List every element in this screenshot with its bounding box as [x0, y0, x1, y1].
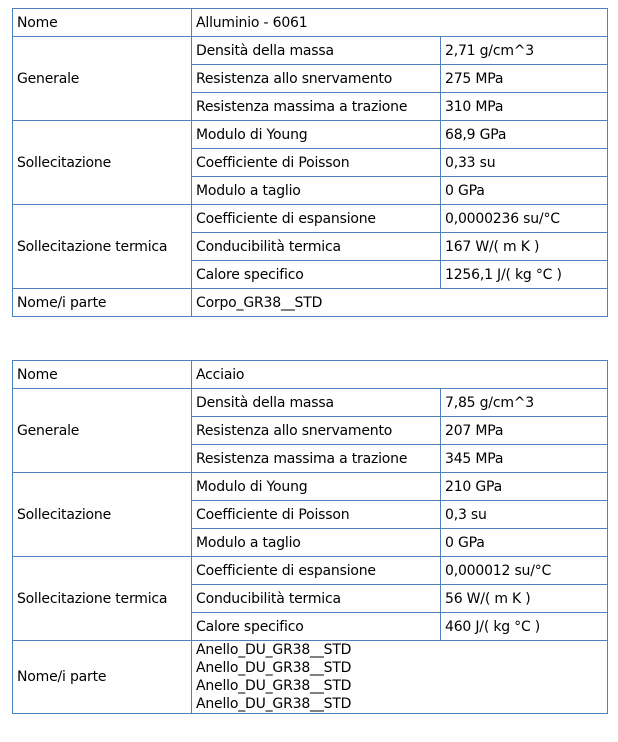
property-name: Resistenza massima a trazione	[192, 445, 441, 473]
table-row	[13, 121, 608, 149]
name-label: Nome	[13, 361, 192, 389]
property-name: Calore specifico	[192, 613, 441, 641]
part-name: Anello_DU_GR38__STD	[196, 696, 352, 712]
property-value: 345 MPa	[441, 445, 608, 473]
group-label: Sollecitazione termica	[13, 205, 192, 289]
property-name: Coefficiente di Poisson	[192, 501, 441, 529]
property-name: Calore specifico	[192, 261, 441, 289]
name-row	[13, 9, 608, 37]
property-name: Coefficiente di espansione	[192, 557, 441, 585]
material-name: Acciaio	[192, 361, 608, 389]
property-name: Resistenza allo snervamento	[192, 417, 441, 445]
property-name: Modulo di Young	[192, 121, 441, 149]
material-table-2	[12, 360, 608, 714]
material-name: Alluminio - 6061	[192, 9, 608, 37]
property-name: Coefficiente di espansione	[192, 205, 441, 233]
property-name: Modulo a taglio	[192, 177, 441, 205]
property-name: Modulo di Young	[192, 473, 441, 501]
table-row	[13, 205, 608, 233]
property-name: Coefficiente di Poisson	[192, 149, 441, 177]
property-value: 0 GPa	[441, 529, 608, 557]
property-value: 167 W/( m K )	[441, 233, 608, 261]
parts-label: Nome/i parte	[13, 289, 192, 317]
group-label: Sollecitazione termica	[13, 557, 192, 641]
table-row	[13, 557, 608, 585]
property-value: 0 GPa	[441, 177, 608, 205]
property-value: 2,71 g/cm^3	[441, 37, 608, 65]
group-label: Sollecitazione	[13, 473, 192, 557]
material-table-1	[12, 8, 608, 317]
property-name: Conducibilità termica	[192, 233, 441, 261]
part-name: Corpo_GR38__STD	[196, 294, 323, 311]
table-row	[13, 389, 608, 417]
parts-list	[192, 289, 608, 317]
name-label: Nome	[13, 9, 192, 37]
property-value: 275 MPa	[441, 65, 608, 93]
name-row	[13, 361, 608, 389]
property-value: 207 MPa	[441, 417, 608, 445]
property-value: 1256,1 J/( kg °C )	[441, 261, 608, 289]
group-label: Generale	[13, 389, 192, 473]
part-name: Anello_DU_GR38__STD	[196, 678, 352, 694]
property-name: Resistenza massima a trazione	[192, 93, 441, 121]
property-name: Conducibilità termica	[192, 585, 441, 613]
property-value: 68,9 GPa	[441, 121, 608, 149]
parts-list	[192, 641, 608, 714]
group-label: Generale	[13, 37, 192, 121]
parts-row	[13, 641, 608, 714]
group-label: Sollecitazione	[13, 121, 192, 205]
property-name: Resistenza allo snervamento	[192, 65, 441, 93]
part-name: Anello_DU_GR38__STD	[196, 660, 352, 676]
property-value: 7,85 g/cm^3	[441, 389, 608, 417]
table-row	[13, 473, 608, 501]
property-name: Densità della massa	[192, 37, 441, 65]
table-row	[13, 37, 608, 65]
property-value: 460 J/( kg °C )	[441, 613, 608, 641]
property-value: 310 MPa	[441, 93, 608, 121]
property-value: 0,3 su	[441, 501, 608, 529]
property-value: 0,0000236 su/°C	[441, 205, 608, 233]
property-value: 0,33 su	[441, 149, 608, 177]
parts-label: Nome/i parte	[13, 641, 192, 714]
property-value: 56 W/( m K )	[441, 585, 608, 613]
property-name: Densità della massa	[192, 389, 441, 417]
parts-row	[13, 289, 608, 317]
property-value: 0,000012 su/°C	[441, 557, 608, 585]
property-name: Modulo a taglio	[192, 529, 441, 557]
property-value: 210 GPa	[441, 473, 608, 501]
part-name: Anello_DU_GR38__STD	[196, 642, 352, 658]
